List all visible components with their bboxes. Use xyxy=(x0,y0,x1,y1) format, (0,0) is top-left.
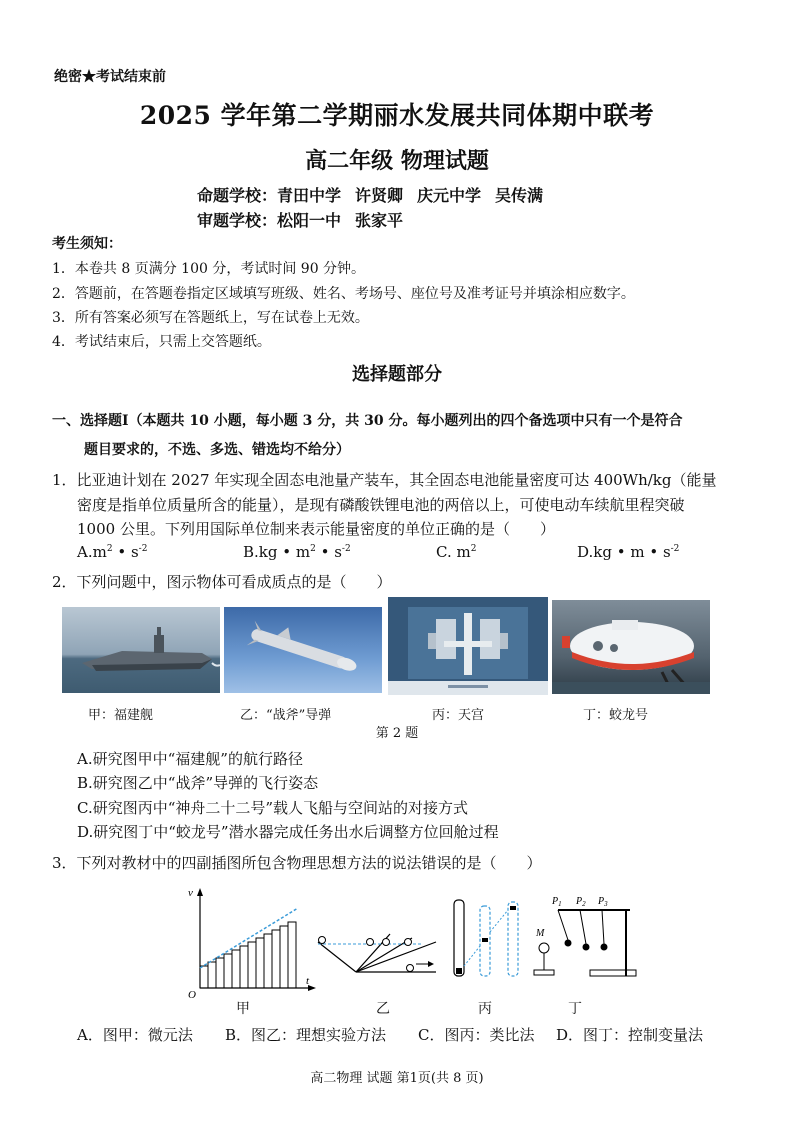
figure-label: 第 2 题 xyxy=(375,726,419,741)
notes-title: 考生须知： xyxy=(52,236,122,252)
q2-stem: 2．下列问题中，图示物体可看成质点的是（ ） xyxy=(52,573,392,591)
caption-c: 丙：天宫 xyxy=(432,708,485,723)
q1-option-a: $A.m^2$ • $s^{-2}$ xyxy=(77,543,148,561)
apparatus-figure xyxy=(530,890,640,982)
submersible-image xyxy=(552,600,710,694)
instruction-line-1: 一、选择题Ⅰ（本题共 10 小题，每小题 3 分，共 30 分。每小题列出的四个备选项中只有一个是符合 xyxy=(52,413,683,429)
q2-option-c: C.研究图丙中“神舟二十二号”载人飞船与空间站的对接方式 xyxy=(77,799,469,817)
q1-option-c: C. $m^2$ xyxy=(436,543,477,561)
m-label: M xyxy=(536,928,545,939)
fig-label-a: 甲 xyxy=(236,1001,250,1017)
p3-label: $P_3$ xyxy=(598,896,608,908)
author-info xyxy=(197,183,557,233)
caption-a: 甲：福建舰 xyxy=(88,708,154,723)
space-station-image xyxy=(388,597,548,695)
p2-label: $P_2$ xyxy=(576,896,586,908)
author-line-2: 审题学校：松阳一中 张家平 xyxy=(197,211,404,230)
q1-option-d: D.kg • m • $s^{-2}$ xyxy=(577,543,680,561)
q2-option-a: A.研究图甲中“福建舰”的航行路径 xyxy=(77,750,303,768)
q1-line-1: 1．比亚迪计划在 2027 年实现全固态电池量产装车，其全固态电池能量密度可达 400Wh/kg（能量 xyxy=(52,471,717,489)
note-item: 1．本卷共 8 页满分 100 分，考试时间 90 分钟。 xyxy=(52,261,366,277)
origin-label: O xyxy=(188,989,196,1000)
page-footer: 高二物理 试题 第1页(共 8 页) xyxy=(310,1071,484,1086)
note-item: 3．所有答案必须写在答题纸上，写在试卷上无效。 xyxy=(52,310,369,326)
fig-label-c: 丙 xyxy=(478,1001,492,1017)
note-item: 2．答题前，在答题卷指定区域填写班级、姓名、考场号、座位号及准考证号并填涂相应数字。 xyxy=(52,286,635,302)
carrier-photo xyxy=(62,607,220,693)
confidential-mark: 绝密★考试结束前 xyxy=(54,69,166,85)
q1-line-3: 1000 公里。下列用国际单位制来表示能量密度的单位正确的是（ ） xyxy=(77,520,555,538)
space-station-photo xyxy=(388,597,548,695)
q3-stem: 3．下列对教材中的四副插图所包含物理思想方法的说法错误的是（ ） xyxy=(52,854,542,872)
q1-option-b: B.kg • $m^2$ • $s^{-2}$ xyxy=(243,543,351,561)
q2-option-b: B.研究图乙中“战斧”导弹的飞行姿态 xyxy=(77,774,319,792)
exam-subtitle: 高二年级 物理试题 xyxy=(305,148,489,174)
q1-line-2: 密度是指单位质量所含的能量），是现有磷酸铁锂电池的两倍以上，可使电动车续航里程突破 xyxy=(77,496,685,514)
caption-b: 乙：“战斧”导弹 xyxy=(240,708,332,723)
q2-option-d: D.研究图丁中“蛟龙号”潜水器完成任务出水后调整方位回舱过程 xyxy=(77,823,499,841)
submersible-photo xyxy=(552,600,710,694)
missile-image xyxy=(224,607,382,693)
author-line-1: 命题学校：青田中学 许贤卿 庆元中学 吴传满 xyxy=(197,186,544,205)
carrier-image xyxy=(62,607,220,693)
tube-figure xyxy=(448,896,528,980)
axis-v-label: v xyxy=(188,887,193,899)
fig-label-d: 丁 xyxy=(568,1001,582,1017)
instruction-line-2: 题目要求的，不选、多选、错选均不给分） xyxy=(84,442,350,458)
p1-label: $P_1$ xyxy=(552,896,562,908)
note-item: 4．考试结束后，只需上交答题纸。 xyxy=(52,334,271,350)
incline-figure xyxy=(312,920,442,980)
caption-d: 丁：蛟龙号 xyxy=(583,708,649,723)
fig-label-b: 乙 xyxy=(376,1001,390,1017)
section-title: 选择题部分 xyxy=(352,364,442,385)
q3-option-d: D．图丁：控制变量法 xyxy=(556,1026,704,1044)
axis-t-label: t xyxy=(306,975,310,987)
missile-photo xyxy=(224,607,382,693)
exam-title: 2025 学年第二学期丽水发展共同体期中联考 xyxy=(139,101,655,130)
q3-option-a: A．图甲：微元法 xyxy=(77,1026,193,1044)
q3-option-b: B．图乙：理想实验方法 xyxy=(225,1026,387,1044)
q3-option-c: C．图丙：类比法 xyxy=(418,1026,535,1044)
vt-graph-figure xyxy=(180,884,320,1000)
